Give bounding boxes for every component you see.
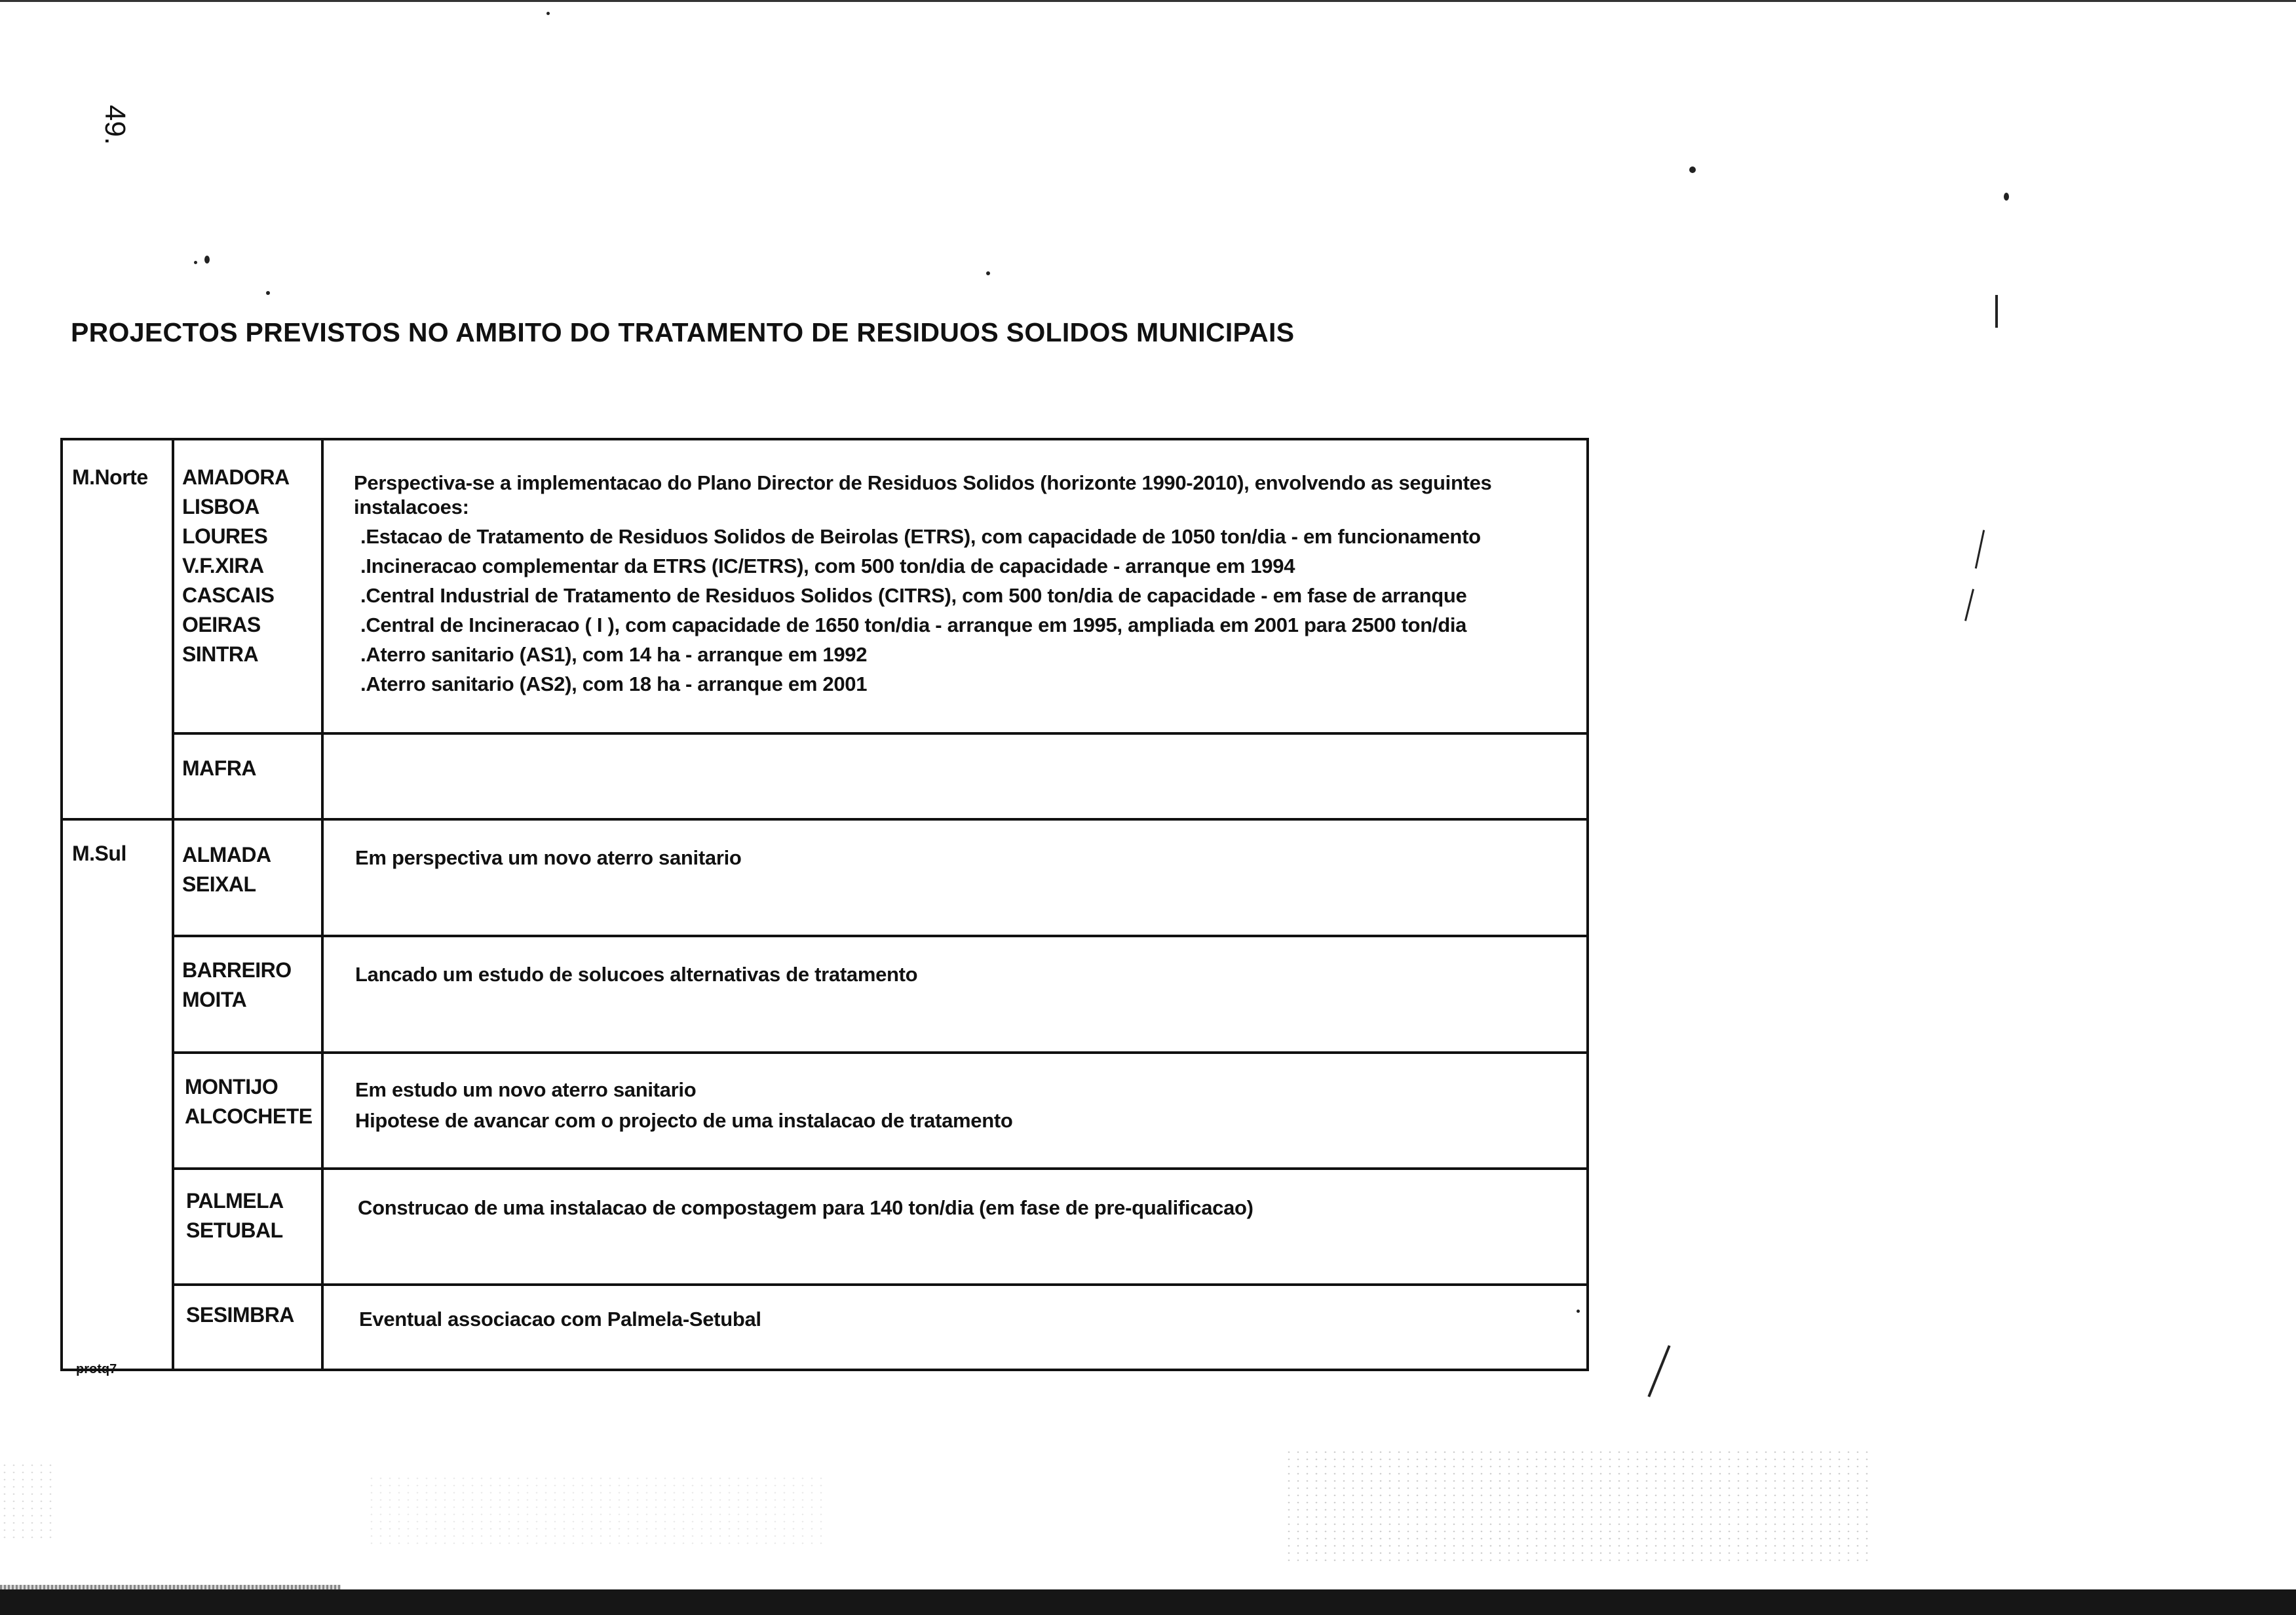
municipality-list — [182, 840, 271, 899]
document-code: protq7 — [76, 1362, 117, 1376]
description-line: .Central Industrial de Tratamento de Residuos Solidos (CITRS), com 500 ton/dia de capacidade - em fase de arranque — [360, 584, 1467, 607]
region-label: M.Sul — [72, 842, 126, 865]
description-line: .Estacao de Tratamento de Residuos Solidos de Beirolas (ETRS), com capacidade de 1050 ton/dia - em funcionamento — [360, 525, 1481, 548]
municipality-list — [182, 956, 292, 1015]
region-label: M.Norte — [72, 465, 148, 489]
description-line: Em perspectiva um novo aterro sanitario — [355, 846, 742, 869]
project-description — [359, 1304, 761, 1334]
municipality: AMADORA — [182, 465, 290, 489]
municipality: MOITA — [182, 988, 247, 1011]
municipality-list — [186, 1186, 284, 1245]
description-line: Perspectiva-se a implementacao do Plano Director de Residuos Solidos (horizonte 1990-2010), envolvendo as seguintes — [354, 471, 1492, 494]
scan-speck — [266, 291, 270, 295]
scan-noise — [367, 1475, 826, 1547]
pen-mark — [1964, 589, 1974, 621]
municipality: LISBOA — [182, 495, 259, 518]
description-line: Eventual associacao com Palmela-Setubal — [359, 1308, 761, 1331]
scan-noise — [1284, 1449, 1874, 1566]
description-line: Lancado um estudo de solucoes alternativas de tratamento — [355, 963, 918, 986]
scan-noise — [0, 1462, 52, 1540]
project-description — [354, 468, 1492, 699]
scan-top-edge — [0, 0, 2296, 2]
project-description — [355, 843, 742, 872]
description-line: .Aterro sanitario (AS2), com 18 ha - arranque em 2001 — [360, 672, 868, 695]
description-line: Construcao de uma instalacao de compostagem para 140 ton/dia (em fase de pre-qualificacao) — [358, 1196, 1253, 1219]
municipality: PALMELA — [186, 1189, 284, 1213]
municipality: ALCOCHETE — [185, 1104, 313, 1128]
municipality-list — [185, 1072, 313, 1131]
description-line: .Central de Incineracao ( I ), com capacidade de 1650 ton/dia - arranque em 1995, ampliada em 2001 para 2500 ton/dia — [360, 613, 1467, 636]
row-divider — [172, 935, 1589, 937]
scan-speck — [986, 271, 990, 275]
description-line: instalacoes: — [354, 496, 469, 518]
row-divider — [172, 1283, 1589, 1286]
municipality-list — [182, 463, 290, 669]
pen-mark — [1975, 530, 1985, 568]
scan-speck — [1689, 166, 1696, 173]
municipality: SESIMBRA — [186, 1303, 294, 1327]
project-description — [358, 1193, 1253, 1222]
municipality: CASCAIS — [182, 583, 275, 607]
region-divider — [60, 818, 1589, 821]
scan-speck — [2004, 193, 2009, 201]
municipality: ALMADA — [182, 843, 271, 866]
municipality: BARREIRO — [182, 958, 292, 982]
scan-speck — [194, 261, 197, 264]
column-divider-municipality — [321, 438, 324, 1371]
description-line: .Incineracao complementar da ETRS (IC/ETRS), com 500 ton/dia de capacidade - arranque em 1994 — [360, 555, 1295, 577]
column-divider-region — [172, 438, 174, 1371]
row-divider — [172, 1167, 1589, 1170]
municipality: SINTRA — [182, 642, 259, 666]
municipality: MAFRA — [182, 756, 257, 780]
row-divider — [172, 1051, 1589, 1054]
description-line: .Aterro sanitario (AS1), com 14 ha - arranque em 1992 — [360, 643, 868, 666]
municipality: MONTIJO — [185, 1075, 278, 1099]
project-description — [355, 1075, 1013, 1135]
municipality: SETUBAL — [186, 1218, 283, 1242]
scan-bottom-edge — [0, 1589, 2296, 1615]
municipality-list — [186, 1300, 294, 1330]
project-description — [355, 960, 917, 989]
municipality: V.F.XIRA — [182, 554, 264, 577]
pen-mark — [1647, 1345, 1670, 1397]
scan-speck — [204, 256, 210, 263]
row-divider — [172, 732, 1589, 735]
scan-speck — [546, 12, 550, 15]
description-line: Hipotese de avancar com o projecto de uma instalacao de tratamento — [355, 1109, 1013, 1132]
municipality: LOURES — [182, 524, 268, 548]
municipality-list — [182, 754, 256, 783]
document-title: PROJECTOS PREVISTOS NO AMBITO DO TRATAMENTO DE RESIDUOS SOLIDOS MUNICIPAIS — [71, 317, 1295, 347]
municipality: OEIRAS — [182, 613, 261, 636]
pen-mark — [1995, 295, 1998, 328]
page-number: 49. — [99, 105, 131, 146]
municipality: SEIXAL — [182, 872, 256, 896]
description-line: Em estudo um novo aterro sanitario — [355, 1078, 697, 1101]
